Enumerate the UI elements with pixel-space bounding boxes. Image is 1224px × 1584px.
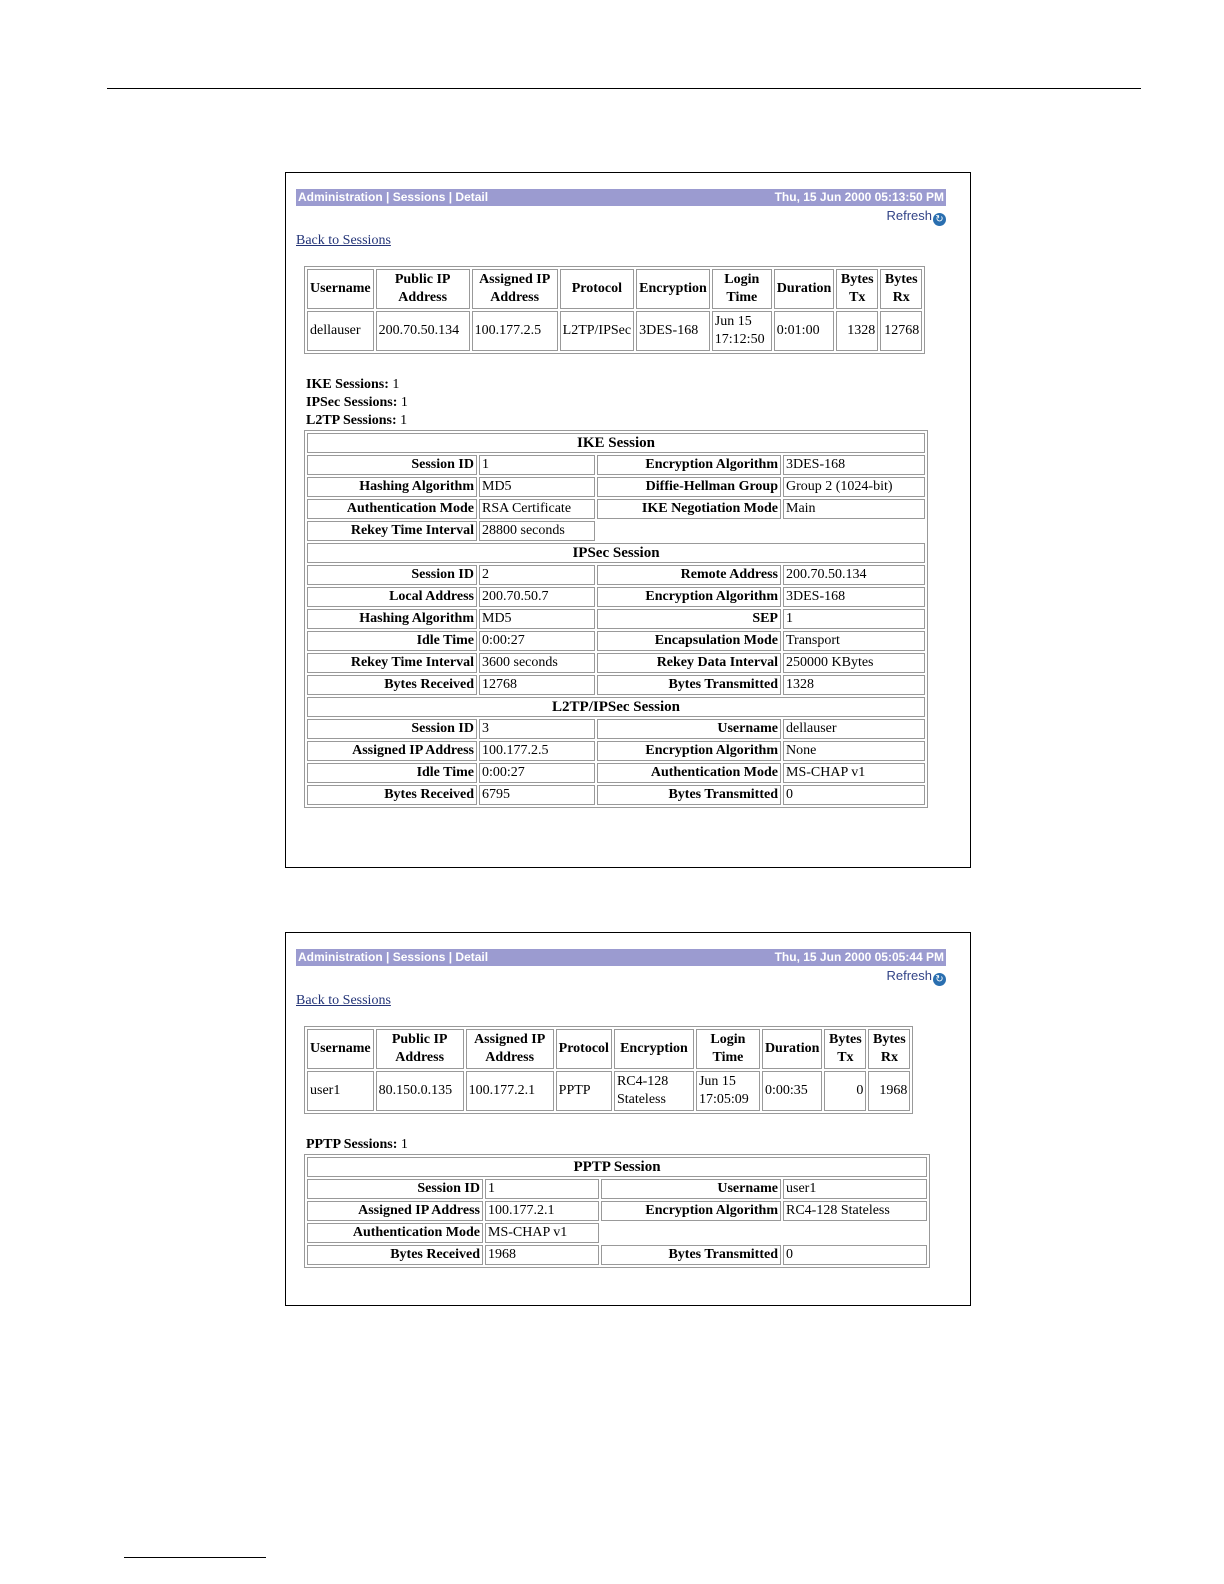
refresh-row bbox=[296, 207, 946, 225]
field-value: 200.70.50.7 bbox=[479, 587, 595, 607]
refresh-row bbox=[296, 967, 946, 985]
column-header: Public IP Address bbox=[376, 269, 470, 309]
table-header-row bbox=[307, 269, 922, 309]
count-line bbox=[306, 376, 946, 394]
field-label: Idle Time bbox=[307, 631, 477, 651]
field-value: 100.177.2.1 bbox=[485, 1201, 599, 1221]
field-value: MD5 bbox=[479, 477, 595, 497]
field-value: Main bbox=[783, 499, 925, 519]
field-label: Session ID bbox=[307, 719, 477, 739]
field-label: Authentication Mode bbox=[307, 499, 477, 519]
cell-bytes-tx: 0 bbox=[824, 1071, 866, 1111]
cell-duration: 0:00:35 bbox=[762, 1071, 822, 1111]
sessions-summary-table bbox=[304, 1026, 913, 1114]
refresh-link[interactable] bbox=[886, 968, 946, 983]
detail-row bbox=[307, 455, 925, 475]
detail-row bbox=[307, 1245, 927, 1265]
cell-bytes-tx: 1328 bbox=[836, 311, 878, 351]
session-detail-screenshot-1 bbox=[285, 172, 971, 868]
field-label: Remote Address bbox=[597, 565, 781, 585]
detail-row bbox=[307, 741, 925, 761]
field-value: 3 bbox=[479, 719, 595, 739]
column-header: Encryption bbox=[636, 269, 710, 309]
cell-public-ip: 200.70.50.134 bbox=[376, 311, 470, 351]
field-value: MS-CHAP v1 bbox=[783, 763, 925, 783]
count-value: 1 bbox=[392, 377, 400, 392]
session-counts bbox=[306, 376, 946, 430]
field-value: 1328 bbox=[783, 675, 925, 695]
detail-row bbox=[307, 631, 925, 651]
field-label: SEP bbox=[597, 609, 781, 629]
cell-protocol: L2TP/IPSec bbox=[560, 311, 634, 351]
field-label: Assigned IP Address bbox=[307, 1201, 483, 1221]
table-header-row bbox=[307, 1029, 910, 1069]
title-bar bbox=[296, 949, 946, 966]
back-to-sessions-link[interactable]: Back to Sessions bbox=[296, 233, 391, 248]
field-value: 2 bbox=[479, 565, 595, 585]
count-label: L2TP Sessions: bbox=[306, 413, 397, 428]
count-label: PPTP Sessions: bbox=[306, 1137, 398, 1152]
field-label: Session ID bbox=[307, 1179, 483, 1199]
detail-row bbox=[307, 785, 925, 805]
field-label: Bytes Transmitted bbox=[597, 675, 781, 695]
session-detail-table bbox=[304, 1154, 930, 1268]
detail-row bbox=[307, 1179, 927, 1199]
field-label: Authentication Mode bbox=[307, 1223, 483, 1243]
field-label: Encryption Algorithm bbox=[601, 1201, 781, 1221]
session-counts bbox=[306, 1136, 946, 1154]
field-value: RC4-128 Stateless bbox=[783, 1201, 927, 1221]
field-label: Session ID bbox=[307, 565, 477, 585]
column-header: Duration bbox=[762, 1029, 822, 1069]
field-label: Rekey Data Interval bbox=[597, 653, 781, 673]
field-value: 100.177.2.5 bbox=[479, 741, 595, 761]
field-value: None bbox=[783, 741, 925, 761]
field-label: Hashing Algorithm bbox=[307, 609, 477, 629]
table-row bbox=[307, 1071, 910, 1111]
cell-bytes-rx: 12768 bbox=[880, 311, 922, 351]
field-label: Encryption Algorithm bbox=[597, 455, 781, 475]
field-label: Encryption Algorithm bbox=[597, 587, 781, 607]
cell-protocol: PPTP bbox=[556, 1071, 612, 1111]
column-header: Assigned IP Address bbox=[466, 1029, 554, 1069]
detail-row bbox=[307, 653, 925, 673]
column-header: Bytes Rx bbox=[868, 1029, 910, 1069]
field-label: Username bbox=[601, 1179, 781, 1199]
field-label: Local Address bbox=[307, 587, 477, 607]
cell-bytes-rx: 1968 bbox=[868, 1071, 910, 1111]
detail-row bbox=[307, 1201, 927, 1221]
sessions-summary-table bbox=[304, 266, 925, 354]
column-header: Public IP Address bbox=[376, 1029, 464, 1069]
field-label: Bytes Transmitted bbox=[597, 785, 781, 805]
field-value: MD5 bbox=[479, 609, 595, 629]
count-line bbox=[306, 412, 946, 430]
count-line bbox=[306, 1136, 946, 1154]
breadcrumb: Administration | Sessions | Detail bbox=[298, 190, 489, 204]
field-value: 3DES-168 bbox=[783, 455, 925, 475]
detail-row bbox=[307, 675, 925, 695]
field-label: Hashing Algorithm bbox=[307, 477, 477, 497]
section-title-l2tp: L2TP/IPSec Session bbox=[307, 697, 925, 717]
field-value: 0 bbox=[783, 1245, 927, 1265]
field-label: Idle Time bbox=[307, 763, 477, 783]
session-detail-table bbox=[304, 430, 928, 808]
field-value: user1 bbox=[783, 1179, 927, 1199]
column-header: Assigned IP Address bbox=[472, 269, 558, 309]
cell-login-time: Jun 15 17:05:09 bbox=[696, 1071, 760, 1111]
detail-row bbox=[307, 719, 925, 739]
field-label: Encryption Algorithm bbox=[597, 741, 781, 761]
detail-row bbox=[307, 587, 925, 607]
column-header: Username bbox=[307, 1029, 374, 1069]
detail-row bbox=[307, 477, 925, 497]
field-label: Bytes Received bbox=[307, 675, 477, 695]
field-label: Session ID bbox=[307, 455, 477, 475]
section-title-ike: IKE Session bbox=[307, 433, 925, 453]
count-label: IPSec Sessions: bbox=[306, 395, 398, 410]
title-bar bbox=[296, 189, 946, 206]
field-value: 1 bbox=[485, 1179, 599, 1199]
refresh-link[interactable] bbox=[886, 208, 946, 223]
cell-assigned-ip: 100.177.2.5 bbox=[472, 311, 558, 351]
field-value: Transport bbox=[783, 631, 925, 651]
datetime: Thu, 15 Jun 2000 05:05:44 PM bbox=[774, 950, 944, 964]
cell-login-time: Jun 15 17:12:50 bbox=[712, 311, 772, 351]
field-label: Bytes Received bbox=[307, 785, 477, 805]
field-value: RSA Certificate bbox=[479, 499, 595, 519]
field-value: 3DES-168 bbox=[783, 587, 925, 607]
detail-row bbox=[307, 521, 925, 541]
column-header: Duration bbox=[774, 269, 834, 309]
page-top-rule bbox=[107, 88, 1141, 89]
field-value: 0:00:27 bbox=[479, 631, 595, 651]
cell-username: dellauser bbox=[307, 311, 374, 351]
cell-encryption: RC4-128 Stateless bbox=[614, 1071, 694, 1111]
refresh-icon[interactable]: ↻ bbox=[933, 973, 946, 986]
session-detail-screenshot-2 bbox=[285, 932, 971, 1306]
field-value: 1968 bbox=[485, 1245, 599, 1265]
column-header: Protocol bbox=[560, 269, 634, 309]
field-value: MS-CHAP v1 bbox=[485, 1223, 599, 1243]
field-label: Rekey Time Interval bbox=[307, 521, 477, 541]
column-header: Encryption bbox=[614, 1029, 694, 1069]
field-value: 3600 seconds bbox=[479, 653, 595, 673]
field-label: IKE Negotiation Mode bbox=[597, 499, 781, 519]
detail-row bbox=[307, 763, 925, 783]
table-row bbox=[307, 311, 922, 351]
detail-row bbox=[307, 1223, 927, 1243]
cell-encryption: 3DES-168 bbox=[636, 311, 710, 351]
detail-row bbox=[307, 499, 925, 519]
section-title-pptp: PPTP Session bbox=[307, 1157, 927, 1177]
column-header: Username bbox=[307, 269, 374, 309]
detail-row bbox=[307, 565, 925, 585]
cell-public-ip: 80.150.0.135 bbox=[376, 1071, 464, 1111]
count-value: 1 bbox=[400, 1137, 408, 1152]
cell-assigned-ip: 100.177.2.1 bbox=[466, 1071, 554, 1111]
column-header: Bytes Tx bbox=[824, 1029, 866, 1069]
column-header: Protocol bbox=[556, 1029, 612, 1069]
field-value: 0 bbox=[783, 785, 925, 805]
field-label: Bytes Received bbox=[307, 1245, 483, 1265]
field-value: 1 bbox=[479, 455, 595, 475]
field-label: Username bbox=[597, 719, 781, 739]
refresh-icon[interactable]: ↻ bbox=[933, 213, 946, 226]
detail-row bbox=[307, 609, 925, 629]
column-header: Login Time bbox=[712, 269, 772, 309]
refresh-label: Refresh bbox=[886, 208, 932, 223]
field-label: Authentication Mode bbox=[597, 763, 781, 783]
field-value: 200.70.50.134 bbox=[783, 565, 925, 585]
field-label: Rekey Time Interval bbox=[307, 653, 477, 673]
count-label: IKE Sessions: bbox=[306, 377, 389, 392]
column-header: Login Time bbox=[696, 1029, 760, 1069]
field-label: Bytes Transmitted bbox=[601, 1245, 781, 1265]
back-to-sessions-link[interactable]: Back to Sessions bbox=[296, 993, 391, 1008]
field-value: 6795 bbox=[479, 785, 595, 805]
section-title-ipsec: IPSec Session bbox=[307, 543, 925, 563]
count-value: 1 bbox=[400, 395, 408, 410]
column-header: Bytes Rx bbox=[880, 269, 922, 309]
count-line bbox=[306, 394, 946, 412]
refresh-label: Refresh bbox=[886, 968, 932, 983]
field-value: 28800 seconds bbox=[479, 521, 595, 541]
field-label: Assigned IP Address bbox=[307, 741, 477, 761]
field-label: Diffie-Hellman Group bbox=[597, 477, 781, 497]
cell-username: user1 bbox=[307, 1071, 374, 1111]
datetime: Thu, 15 Jun 2000 05:13:50 PM bbox=[774, 190, 944, 204]
field-value: 0:00:27 bbox=[479, 763, 595, 783]
field-value: 1 bbox=[783, 609, 925, 629]
field-value: dellauser bbox=[783, 719, 925, 739]
field-value: 12768 bbox=[479, 675, 595, 695]
count-value: 1 bbox=[400, 413, 408, 428]
cell-duration: 0:01:00 bbox=[774, 311, 834, 351]
breadcrumb: Administration | Sessions | Detail bbox=[298, 950, 489, 964]
field-value: 250000 KBytes bbox=[783, 653, 925, 673]
column-header: Bytes Tx bbox=[836, 269, 878, 309]
field-value: Group 2 (1024-bit) bbox=[783, 477, 925, 497]
footer-rule bbox=[124, 1557, 266, 1558]
field-label: Encapsulation Mode bbox=[597, 631, 781, 651]
